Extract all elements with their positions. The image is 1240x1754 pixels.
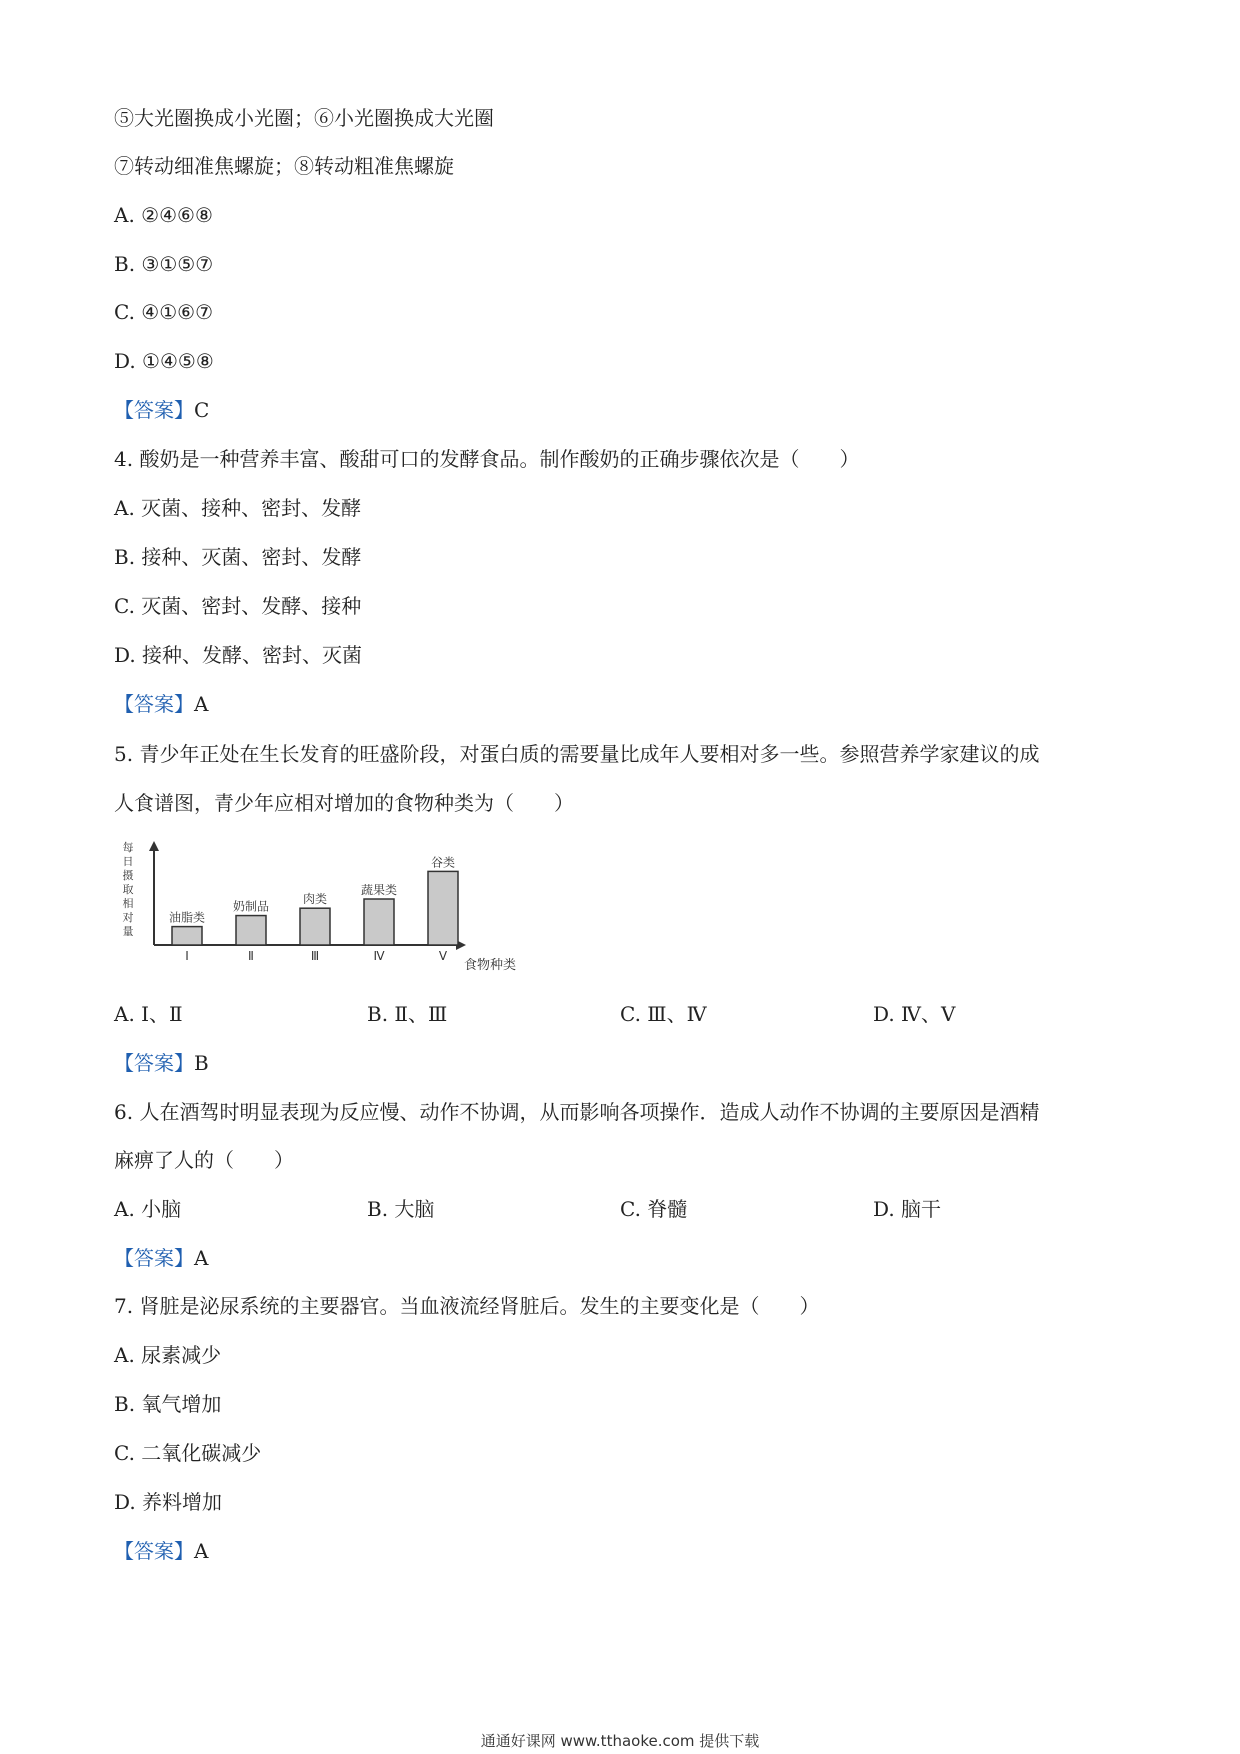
answer-value: B [194,1051,209,1075]
q4-option-d: D. 接种、发酵、密封、灭菌 [114,643,363,667]
bar [236,916,266,945]
y-axis-label-char: 日 [122,855,134,868]
y-axis-label-char: 摄 [122,869,134,882]
q6-option-c: C. 脊髓 [620,1197,688,1221]
bar-label: 肉类 [302,892,328,907]
x-tick-label: Ⅰ [185,949,189,963]
bar-label: 谷类 [430,855,456,870]
q5-answer [114,1049,209,1077]
bar [300,908,330,945]
answer-tag: 【答案】 [114,1246,194,1270]
q7-option-c: C. 二氧化碳减少 [114,1441,262,1465]
q5-stem-line-1: 5. 青少年正处在生长发育的旺盛阶段，对蛋白质的需要量比成年人要相对多一些。参照营养学家建议的成 [114,742,1040,766]
q6-answer [114,1244,208,1272]
q4-stem: 4. 酸奶是一种营养丰富、酸甜可口的发酵食品。制作酸奶的正确步骤依次是（ ） [114,447,860,471]
q3-answer [114,396,209,424]
q4-option-c: C. 灭菌、密封、发酵、接种 [114,594,362,618]
q3-line-1: ⑤大光圈换成小光圈；⑥小光圈换成大光圈 [114,106,494,130]
q6-option-a: A. 小脑 [114,1197,182,1221]
answer-tag: 【答案】 [114,692,194,716]
answer-tag: 【答案】 [114,1051,194,1075]
q6-option-b: B. 大脑 [367,1197,435,1221]
answer-value: A [194,1539,209,1563]
bar-label: 油脂类 [168,910,206,925]
q3-option-d: D. ①④⑤⑧ [114,349,214,373]
x-tick-label: Ⅱ [248,949,254,963]
q3-line-2: ⑦转动细准焦螺旋；⑧转动粗准焦螺旋 [114,154,454,178]
bar [364,899,394,945]
bar [428,871,458,945]
x-axis-label: 食物种类 [463,958,517,973]
y-axis-arrow [149,841,159,851]
q4-option-b: B. 接种、灭菌、密封、发酵 [114,545,362,569]
bar-label: 奶制品 [232,899,270,914]
q3-option-c: C. ④①⑥⑦ [114,300,214,324]
q6-option-d: D. 脑干 [873,1197,942,1221]
y-axis-label-char: 对 [122,911,134,924]
page-footer: 通通好课网 www.tthaoke.com 提供下载 [480,1732,760,1750]
q5-option-d: D. Ⅳ、Ⅴ [873,1002,956,1026]
q4-option-a: A. 灭菌、接种、密封、发酵 [114,496,362,520]
q3-option-b: B. ③①⑤⑦ [114,252,214,276]
q5-stem-line-2: 人食谱图，青少年应相对增加的食物种类为（ ） [114,791,574,815]
y-axis-label-char: 取 [122,883,134,896]
food-intake-chart [114,835,544,975]
y-axis-label-char: 每 [122,841,134,854]
x-tick-label: Ⅴ [438,949,448,963]
q5-option-b: B. Ⅱ、Ⅲ [367,1002,448,1026]
q4-answer [114,690,208,718]
answer-value: C [194,398,210,422]
q7-option-d: D. 养料增加 [114,1490,223,1514]
answer-tag: 【答案】 [114,1539,194,1563]
bar [172,927,202,945]
q5-option-a: A. Ⅰ、Ⅱ [114,1002,183,1026]
q6-stem-line-1: 6. 人在酒驾时明显表现为反应慢、动作不协调，从而影响各项操作．造成人动作不协调的主要原因是酒精 [114,1100,1040,1124]
q7-option-a: A. 尿素减少 [114,1343,222,1367]
y-axis-label-char: 量 [122,925,134,938]
y-axis-label-char: 相 [122,897,134,910]
x-tick-label: Ⅲ [310,949,320,963]
q7-option-b: B. 氧气增加 [114,1392,222,1416]
bar-label: 蔬果类 [360,883,398,897]
answer-value: A [194,1246,209,1270]
q7-stem: 7. 肾脏是泌尿系统的主要器官。当血液流经肾脏后。发生的主要变化是（ ） [114,1294,820,1318]
q3-option-a: A. ②④⑥⑧ [114,203,213,227]
x-tick-label: Ⅳ [373,949,385,963]
q5-option-c: C. Ⅲ、Ⅳ [620,1002,707,1026]
answer-value: A [194,692,209,716]
q7-answer [114,1537,208,1565]
q6-stem-line-2: 麻痹了人的（ ） [114,1148,294,1172]
answer-tag: 【答案】 [114,398,194,422]
